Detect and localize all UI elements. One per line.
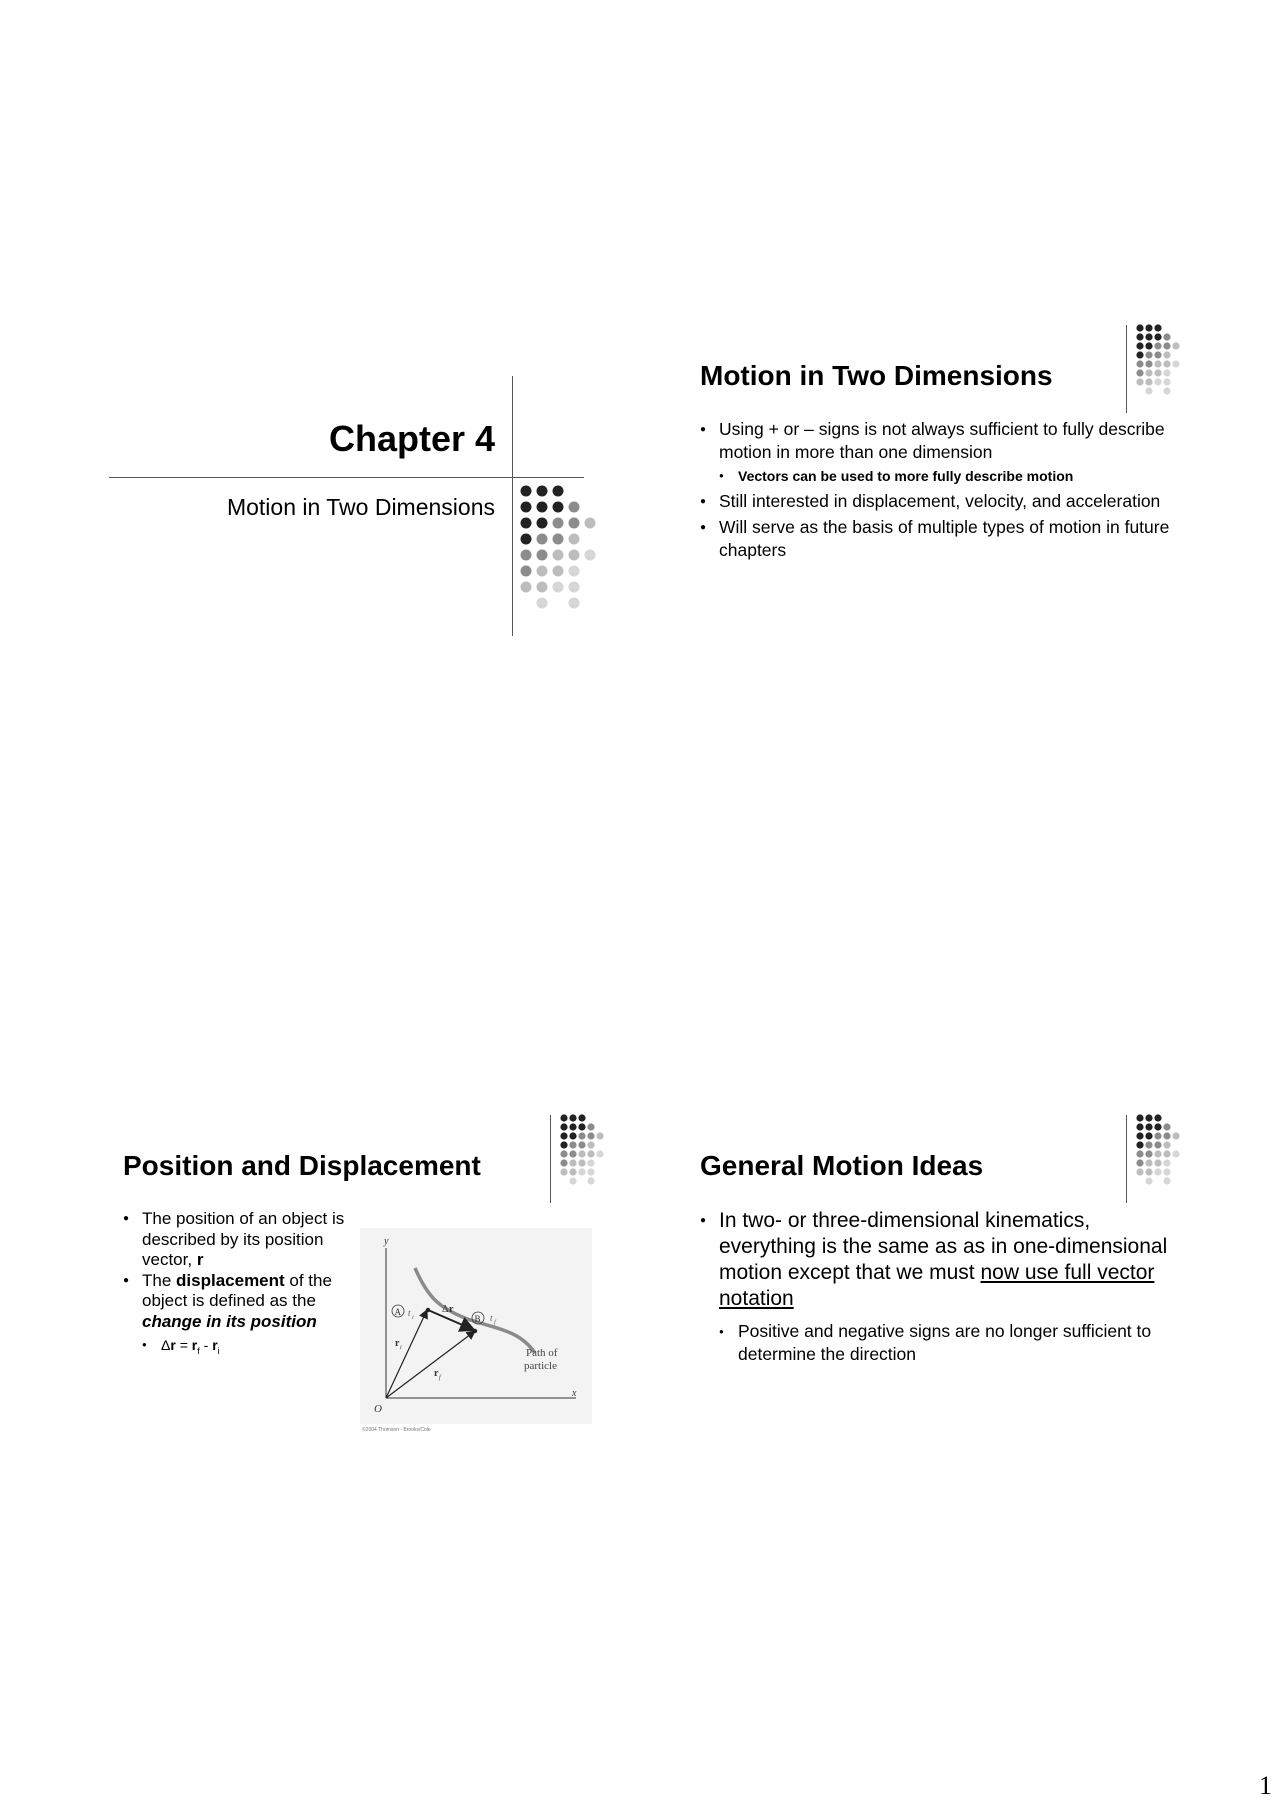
page-number: 1	[1259, 1771, 1272, 1800]
particle-path	[415, 1268, 535, 1353]
slide-header-divider	[550, 1115, 551, 1203]
bullet-text: of the object is defined as the	[142, 1270, 332, 1310]
subscript-i: i	[217, 1345, 220, 1356]
vector-r: r	[191, 1337, 198, 1353]
bullet-list	[700, 1208, 1170, 1366]
origin-label: O	[374, 1403, 382, 1415]
path-label-line1: Path of	[526, 1347, 558, 1359]
bullet-text: The position of an object is described by its position vector,	[142, 1209, 345, 1269]
minus-sign: -	[199, 1337, 213, 1353]
header-dot-grid-icon	[1134, 322, 1194, 402]
list-item	[123, 1271, 348, 1362]
title-divider-vertical	[512, 376, 513, 636]
ti-sub: i	[412, 1315, 414, 1321]
point-a-label: A	[394, 1307, 401, 1317]
ri-label: r	[395, 1338, 400, 1349]
delta-r-symbol: Δ	[442, 1304, 449, 1315]
rf-label: r	[434, 1368, 439, 1379]
bullet-text: Still interested in displacement, velocity, and acceleration	[719, 491, 1161, 511]
sub-list-item	[142, 1335, 348, 1361]
slide-title: Position and Displacement	[123, 1150, 481, 1181]
vector-r: r	[170, 1337, 176, 1353]
list-item	[700, 516, 1170, 562]
bullet-list	[700, 418, 1170, 565]
y-label: y	[384, 1236, 389, 1247]
bullet-text: Using + or – signs is not always sufficient to fully describe motion in more than one dimension	[719, 419, 1165, 462]
point-b-label: B	[474, 1314, 481, 1324]
bullet-text: The	[142, 1270, 177, 1290]
term-displacement: displacement	[176, 1270, 285, 1290]
list-item	[700, 490, 1170, 513]
bullet-text: In two- or three-dimensional kinematics, everything is the same as as in one-dimensional motion except that we must	[719, 1209, 1168, 1284]
bullet-list	[123, 1209, 348, 1361]
delta-symbol: Δ	[161, 1337, 171, 1353]
header-dot-grid-icon	[1134, 1112, 1194, 1192]
delta-r-label: r	[449, 1304, 454, 1315]
figure-caption: ©2004 Thomson - Brooks/Cole	[362, 1427, 431, 1433]
underlined-text: now use full vector notation	[719, 1261, 1155, 1310]
chapter-title: Chapter 4	[328, 418, 495, 459]
chapter-subtitle: Motion in Two Dimensions	[226, 494, 495, 520]
list-item	[700, 1208, 1170, 1366]
vector-r: r	[196, 1250, 204, 1269]
sub-bullet-text: Positive and negative signs are no longer sufficient to determine the direction	[738, 1321, 1152, 1364]
sub-bullet-text: Vectors can be used to more fully describe motion	[738, 468, 1074, 484]
list-item	[700, 418, 1170, 487]
vector-ri	[386, 1310, 427, 1398]
title-dot-grid-icon	[518, 483, 602, 618]
sub-list-item	[719, 1320, 1170, 1366]
x-label: x	[572, 1388, 577, 1399]
slide-header-divider	[1126, 325, 1127, 413]
tf-label: t	[490, 1313, 493, 1323]
tf-sub: f	[494, 1320, 496, 1326]
ri-sub: i	[400, 1345, 402, 1351]
slide-title: Motion in Two Dimensions	[700, 360, 1053, 391]
path-label-line2: particle	[524, 1360, 557, 1372]
slide-title: General Motion Ideas	[700, 1150, 984, 1181]
emphasis-text: change in its position	[142, 1311, 317, 1331]
position-vector-figure	[360, 1228, 592, 1424]
vector-r: r	[212, 1337, 218, 1353]
ti-label: t	[408, 1308, 411, 1318]
sub-list-item	[719, 465, 1170, 487]
equals-sign: =	[175, 1337, 192, 1353]
slide-header-divider	[1126, 1115, 1127, 1203]
list-item	[123, 1209, 348, 1271]
rf-sub: f	[439, 1375, 441, 1381]
bullet-text: Will serve as the basis of multiple types of motion in future chapters	[719, 517, 1170, 560]
subscript-f: f	[197, 1345, 200, 1356]
header-dot-grid-icon	[558, 1112, 618, 1192]
